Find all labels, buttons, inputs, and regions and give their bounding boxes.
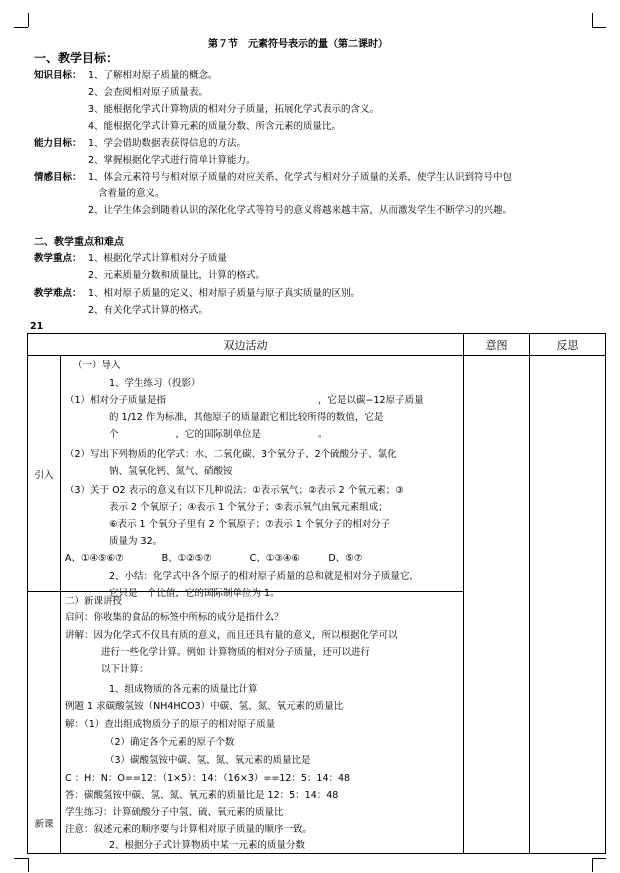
new-lesson-line: 以下计算：	[101, 664, 149, 675]
intro-line: 的 1/12 作为标准，其他原子的质量跟它相比较所得的数值，它是	[109, 412, 384, 423]
emotion-item-continued: 含着量的意义。	[98, 188, 165, 199]
new-lesson-line: 解：（1）查出组成物质分子的原子的相对原子质量	[65, 719, 276, 730]
header-activities: 双边活动	[28, 334, 464, 356]
intro-line: 个 ，它的国际制单位是 。	[109, 429, 328, 440]
knowledge-item: 3、能根据化学式计算物质的相对分子质量，拓展化学式表示的含义。	[88, 104, 380, 115]
lesson-table	[27, 333, 606, 854]
knowledge-item: 4、能根据化学式计算元素的质量分数、所含元素的质量比。	[88, 121, 342, 132]
intro-line: （2）写出下列物质的化学式：水、二氧化碳、3个氧分子、2个硫酸分子、氯化	[65, 449, 397, 460]
intro-line: 2、小结：化学式中各个原子的相对原子质量的总和就是相对分子质量它,	[109, 571, 413, 582]
crop-mark-top-left-v	[28, 13, 29, 27]
intro-content-cell	[61, 356, 464, 599]
intro-line: （1）相对分子质量是指 ，它是以碳−12原子质量	[65, 395, 424, 406]
new-lesson-line: （2）确定各个元素的原子个数	[105, 737, 235, 748]
knowledge-item: 1、了解相对原子质量的概念。	[88, 70, 218, 81]
intro-line: （3）关于 O2 表示的意义有以下几种说法：①表示氧气；②表示 2 个氧元素；③	[65, 485, 404, 496]
emotion-item: 2、让学生体会到随着认识的深化化学式等符号的意义将越来越丰富，从而激发学生不断学习的兴趣。	[88, 205, 513, 216]
intro-line: 表示 2 个氧原子；④表示 1 个氧分子；⑤表示氧气由氧元素组成；	[109, 502, 388, 513]
new-lesson-content-cell	[61, 592, 464, 854]
intent-cell	[464, 356, 530, 854]
ability-label: 能力目标：	[34, 138, 82, 149]
intro-line: 1、学生练习（投影）	[109, 378, 201, 389]
stage-label: 引入	[34, 469, 54, 481]
stage-label: 新课	[34, 818, 54, 830]
new-lesson-line: 学生练习：计算硫酸分子中氢、硫、氧元素的质量比	[65, 807, 284, 818]
key-label: 教学重点：	[34, 253, 82, 264]
difficulty-label: 教学难点：	[34, 288, 82, 299]
header-intent: 意图	[464, 334, 530, 356]
crop-mark-top-right-h	[592, 27, 606, 28]
section-heading-objectives: 一、教学目标：	[34, 51, 119, 65]
new-lesson-line: 进行一些化学计算。例如 计算物质的相对分子质量，还可以进行	[101, 647, 371, 658]
new-lesson-line: 注意：叙述元素的顺序要与计算相对原子质量的顺序一致。	[65, 824, 313, 835]
intro-line: A、①④⑤⑥⑦ B、①②⑤⑦ C、①③④⑥ D、⑤⑦	[65, 553, 363, 564]
reflection-cell	[530, 356, 606, 854]
new-lesson-line: 例题 1 求碳酸氢铵（NH4HCO3）中碳、氢、氮、氧元素的质量比	[65, 701, 344, 712]
difficulty-item: 2、有关化学式计算的格式。	[88, 305, 209, 316]
table-row	[28, 356, 606, 592]
key-item: 1、根据化学式计算相对分子质量	[88, 253, 228, 264]
new-lesson-line: （3）碳酸氢铵中碳、氢、氮、氧元素的质量比是	[105, 755, 311, 766]
crop-mark-top-left-h	[14, 27, 28, 28]
intro-line: 质量为 32。	[109, 536, 163, 547]
crop-mark-top-right-v	[592, 13, 593, 27]
knowledge-label: 知识目标：	[34, 70, 82, 81]
section-heading-key-points: 二、教学重点和难点	[34, 237, 124, 248]
new-lesson-line: 启问：你收集的食品的标签中所标的成分是指什么？	[65, 612, 284, 623]
emotion-item: 1、体会元素符号与相对原子质量的对应关系、化学式与相对分子质量的关系，使学生认识到符号中包	[88, 172, 513, 183]
stage-cell-new-lesson	[28, 592, 61, 854]
emotion-label: 情感目标：	[34, 172, 82, 183]
crop-mark-bottom-right-v	[592, 858, 593, 872]
new-lesson-line: 答：碳酸氢铵中碳、氢、氮、氧元素的质量比是 12：5：14：48	[65, 790, 339, 801]
new-lesson-line: 二）新课讲授	[65, 596, 123, 607]
crop-mark-bottom-left-v	[28, 858, 29, 872]
new-lesson-line: 2、根据分子式计算物质中某一元素的质量分数	[109, 840, 306, 851]
intro-line: 它只是一个比值，它的国际制单位为 1。	[109, 588, 280, 599]
ability-item: 1、学会借助数据表获得信息的方法。	[88, 138, 247, 149]
table-header-row	[28, 334, 606, 356]
intro-line: 钠、氢氧化钙、氮气、硝酸铵	[109, 466, 233, 477]
new-lesson-line: C ：H：N：O==12：（1×5）：14：（16×3）==12：5：14：48	[65, 773, 351, 784]
crop-mark-bottom-right-h	[592, 858, 606, 859]
intro-line: （一）导入	[73, 360, 121, 371]
crop-mark-bottom-left-h	[14, 858, 28, 859]
page-number: 21	[30, 321, 44, 332]
header-reflection: 反思	[530, 334, 606, 356]
new-lesson-line: 1、组成物质的各元素的质量比计算	[109, 684, 258, 695]
key-item: 2、元素质量分数和质量比，计算的格式。	[88, 270, 266, 281]
ability-item: 2、掌握根据化学式进行简单计算能力。	[88, 155, 256, 166]
intro-line: ⑥表示 1 个氧分子里有 2 个氧原子；⑦表示 1 个氧分子的相对分子	[109, 519, 391, 530]
difficulty-item: 1、相对原子质量的定义、相对原子质量与原子真实质量的区别。	[88, 288, 361, 299]
knowledge-item: 2、会查阅相对原子质量表。	[88, 87, 209, 98]
new-lesson-line: 讲解：因为化学式不仅具有质的意义，而且还具有量的意义，所以根据化学可以	[65, 630, 398, 641]
document-title: 第７节 元素符号表示的量（第二课时）	[208, 39, 388, 50]
stage-cell-intro	[28, 356, 61, 592]
